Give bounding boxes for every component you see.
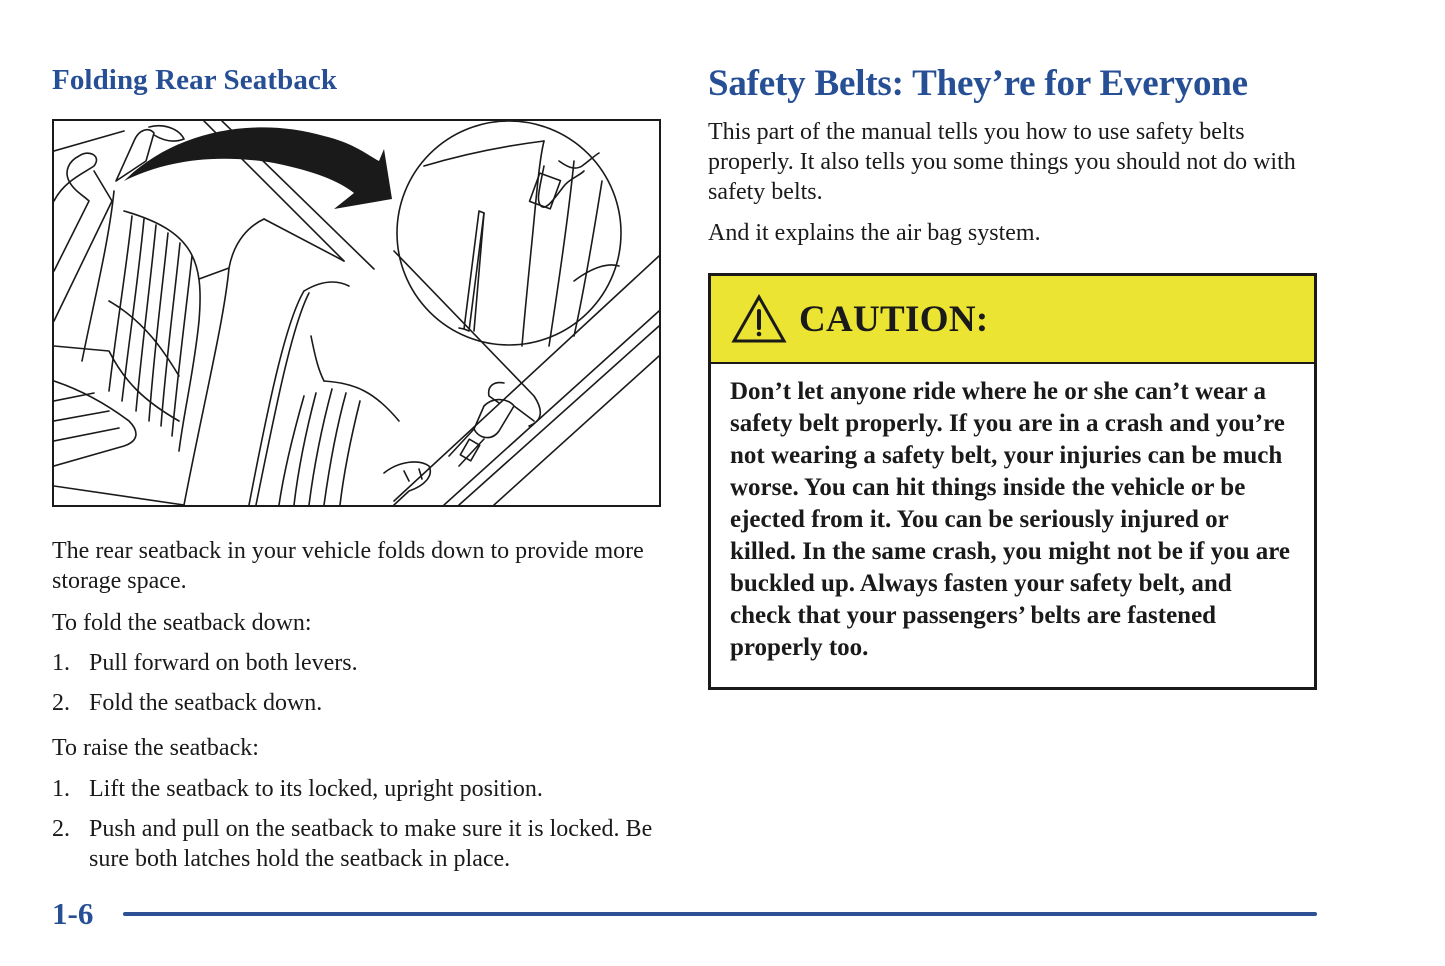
- section-heading-safety-belts: Safety Belts: They’re for Everyone: [708, 63, 1248, 104]
- step-number: 2.: [52, 816, 70, 842]
- intro-paragraph: The rear seatback in your vehicle folds down to provide more storage space.: [52, 538, 644, 594]
- caution-box: [708, 273, 1317, 690]
- warning-triangle-icon: [731, 294, 787, 344]
- page-number: 1-6: [52, 896, 94, 931]
- raise-instructions-label: To raise the seatback:: [52, 735, 259, 761]
- air-bag-note: And it explains the air bag system.: [708, 220, 1041, 246]
- seatback-illustration: [52, 119, 661, 507]
- step-text: Fold the seatback down.: [89, 690, 323, 716]
- caution-label: CAUTION:: [799, 298, 989, 340]
- step-number: 2.: [52, 690, 70, 716]
- fold-instructions-label: To fold the seatback down:: [52, 610, 312, 636]
- fold-step-1: [52, 648, 672, 678]
- step-number: 1.: [52, 776, 70, 802]
- step-number: 1.: [52, 650, 70, 676]
- caution-header: [711, 276, 1314, 364]
- raise-step-2: [52, 814, 672, 874]
- step-text: Pull forward on both levers.: [89, 650, 358, 676]
- step-text: Lift the seatback to its locked, upright position.: [89, 776, 543, 802]
- step-text: Push and pull on the seatback to make sure it is locked. Be sure both latches hold the seatback in place.: [89, 816, 653, 872]
- footer-divider: [123, 912, 1317, 916]
- raise-step-1: [52, 774, 672, 804]
- safety-belts-intro: This part of the manual tells you how to use safety belts properly. It also tells you some things you should not do with safety belts.: [708, 119, 1296, 205]
- fold-step-2: [52, 688, 672, 718]
- caution-text: Don’t let anyone ride where he or she can’t wear a safety belt properly. If you are in a crash and you’re not wearing a safety belt, your injuries can be much worse. You can hit things inside the vehicle or be ejected from it. You can be seriously injured or killed. In the same crash, you might not be if you are buckled up. Always fasten your safety belt, and check that your passengers’ belts are fastened properly too.: [730, 378, 1290, 661]
- section-heading-folding-rear-seatback: Folding Rear Seatback: [52, 64, 338, 96]
